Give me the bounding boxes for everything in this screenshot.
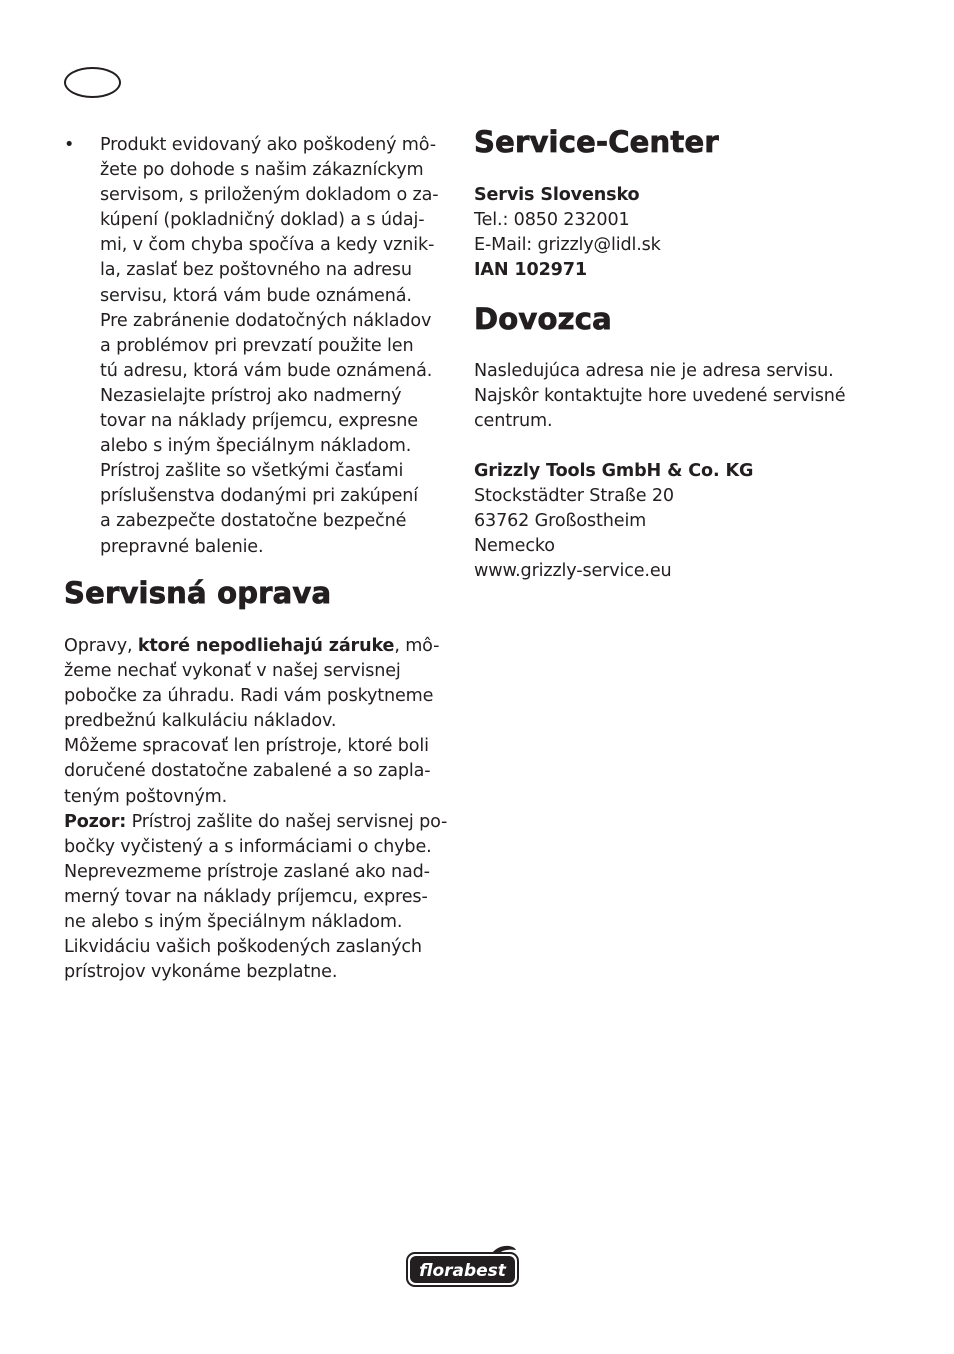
text-line: ne alebo s iným špeciálnym nákladom.	[64, 912, 403, 933]
warning-label: Pozor:	[64, 811, 127, 832]
text-line: žeme nechať vykonať v našej servisnej	[64, 661, 401, 682]
emphasis-text: ktoré nepodliehajú záruke	[137, 636, 395, 656]
text-line: Likvidáciu vašich poškodených zaslaných	[64, 937, 422, 958]
service-ian: IAN 102971	[474, 260, 587, 281]
text-line: Nasledujúca adresa nie je adresa servisu.	[474, 361, 834, 381]
address-country: Nemecko	[474, 536, 555, 557]
text-line	[64, 634, 452, 659]
service-contact	[474, 183, 894, 283]
text-line: predbežnú kalkuláciu nákladov.	[64, 711, 337, 732]
text-segment: , mô-	[394, 636, 440, 656]
company-name: Grizzly Tools GmbH & Co. KG	[474, 461, 754, 481]
florabest-logo	[406, 1244, 520, 1289]
text-line: teným poštovným.	[64, 786, 228, 807]
text-segment: Prístroj zašlite do našej servisnej po-	[126, 811, 448, 832]
text-line: tovar na náklady príjemcu, expresne	[100, 411, 418, 432]
repair-heading: Servisná oprava	[64, 576, 332, 610]
text-line: centrum.	[474, 411, 553, 432]
address-city: 63762 Großostheim	[474, 511, 647, 532]
text-line: Produkt evidovaný ako poškodený mô-	[100, 135, 436, 155]
service-phone: Tel.: 0850 232001	[474, 210, 630, 231]
logo-text: florabest	[419, 1261, 506, 1281]
address-website: www.grizzly-service.eu	[474, 561, 672, 582]
text-line: doručené dostatočne zabalené a so zapla-	[64, 761, 431, 782]
text-line: príslušenstva dodanými pri zakúpení	[100, 486, 419, 507]
text-line: servisom, s priloženým dokladom o za-	[100, 185, 439, 206]
text-line: tú adresu, ktorá vám bude oznámená.	[100, 360, 433, 381]
bullet-text	[100, 133, 452, 560]
text-line: a zabezpečte dostatočne bezpečné	[100, 511, 407, 532]
text-line: a problémov pri prevzatí použite len	[100, 335, 414, 356]
text-line: žete po dohode s našim zákazníckym	[100, 160, 424, 181]
address-street: Stockstädter Straße 20	[474, 486, 674, 507]
text-line: Prístroj zašlite so všetkými časťami	[100, 461, 404, 482]
text-line: bočky vyčistený a s informáciami o chybe.	[64, 836, 432, 857]
text-line: Neprevezmeme prístroje zaslané ako nad-	[64, 861, 430, 882]
text-line: mi, v čom chyba spočíva a kedy vznik-	[100, 235, 435, 256]
service-center-heading: Service-Center	[474, 125, 719, 159]
text-line: alebo s iným špeciálnym nákladom.	[100, 436, 412, 457]
text-line: merný tovar na náklady príjemcu, expres-	[64, 886, 428, 907]
text-segment: Opravy,	[64, 636, 138, 656]
text-line: prístrojov vykonáme bezplatne.	[64, 962, 338, 983]
importer-address	[474, 459, 894, 584]
text-line: Nezasielajte prístroj ako nadmerný	[100, 385, 402, 406]
text-line: la, zaslať bez poštovného na adresu	[100, 260, 412, 281]
repair-paragraph	[64, 634, 452, 985]
text-line: servisu, ktorá vám bude oznámená.	[100, 285, 412, 306]
text-line: Môžeme spracovať len prístroje, ktoré boli	[64, 736, 429, 757]
language-badge	[64, 67, 121, 98]
text-line: Najskôr kontaktujte hore uvedené servisné	[474, 386, 846, 407]
text-line: pobočke za úhradu. Radi vám poskytneme	[64, 686, 434, 707]
importer-note	[474, 359, 894, 434]
text-line: prepravné balenie.	[100, 536, 264, 557]
text-line: kúpení (pokladničný doklad) a s údaj-	[100, 210, 425, 231]
importer-heading: Dovozca	[474, 302, 612, 336]
text-line: Pre zabránenie dodatočných nákladov	[100, 310, 432, 331]
service-name: Servis Slovensko	[474, 185, 640, 205]
bullet-dot: •	[64, 135, 75, 155]
text-line	[64, 810, 452, 835]
service-email: E-Mail: grizzly@lidl.sk	[474, 235, 661, 256]
florabest-logo-graphic	[406, 1244, 520, 1289]
